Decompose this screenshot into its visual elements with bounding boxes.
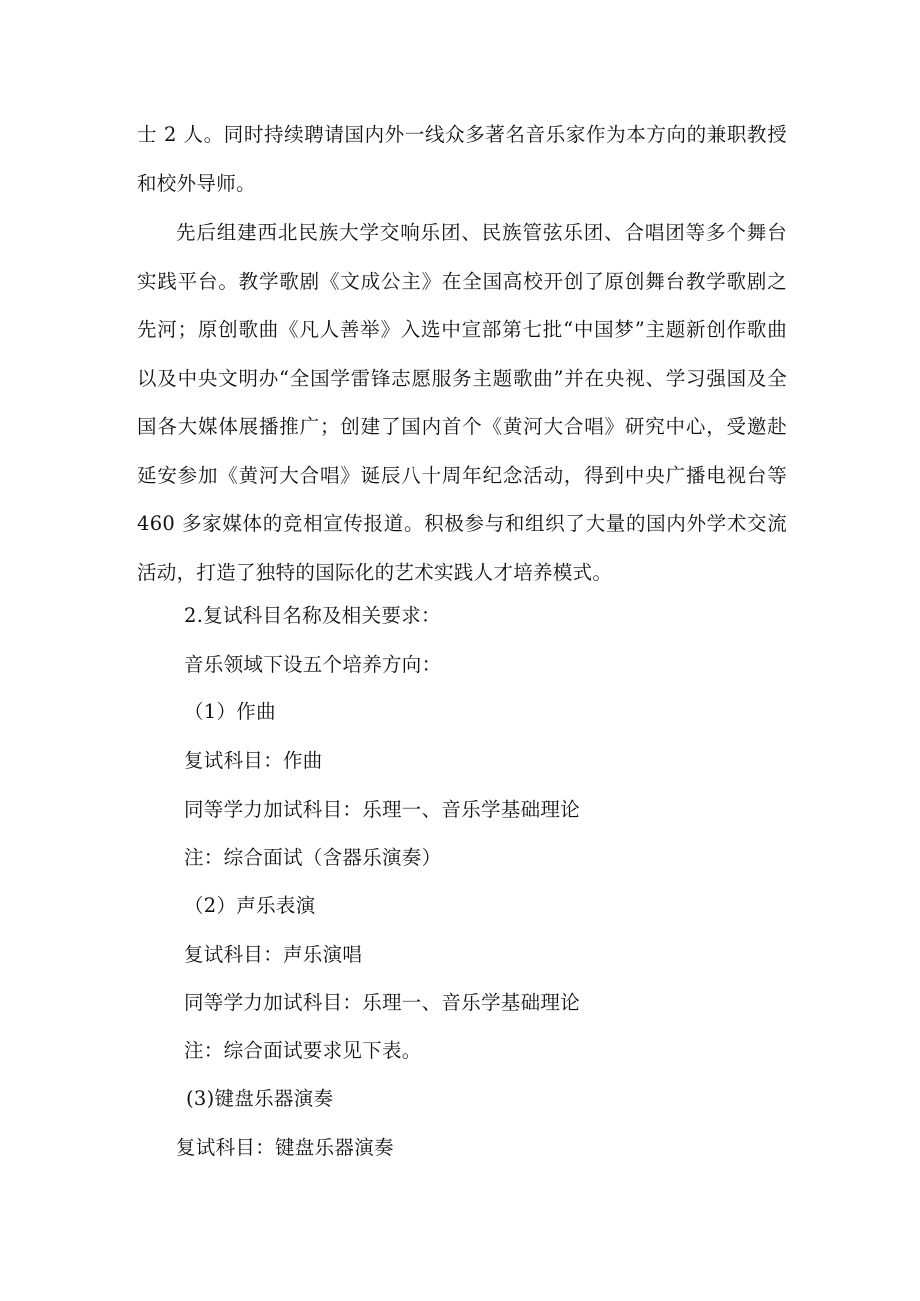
keyboard-retest-subject: 复试科目：键盘乐器演奏	[176, 1136, 394, 1159]
direction-composition-title: （1）作曲	[184, 700, 276, 723]
section-heading-retest-subjects: 2.复试科目名称及相关要求：	[184, 604, 441, 627]
paragraph-faculty: 士 2 人。同时持续聘请国内外一线众多著名音乐家作为本方向的兼职教授和校外导师。	[137, 123, 787, 195]
composition-retest-subject: 复试科目：作曲	[184, 749, 323, 772]
composition-equivalent-extra-subjects: 同等学力加试科目：乐理一、音乐学基础理论	[184, 798, 581, 821]
direction-vocal-performance-title: （2）声乐表演	[184, 894, 316, 917]
music-field-directions: 音乐领域下设五个培养方向：	[184, 653, 442, 676]
composition-note: 注：综合面试（含器乐演奏）	[184, 846, 442, 869]
vocal-note: 注：综合面试要求见下表。	[184, 1039, 422, 1062]
vocal-retest-subject: 复试科目：声乐演唱	[184, 943, 363, 966]
vocal-equivalent-extra-subjects: 同等学力加试科目：乐理一、音乐学基础理论	[184, 991, 581, 1014]
direction-keyboard-title: (3)键盘乐器演奏	[186, 1087, 334, 1110]
paragraph-practice-platforms: 先后组建西北民族大学交响乐团、民族管弦乐团、合唱团等多个舞台实践平台。教学歌剧《文成公主》在全国高校开创了原创舞台教学歌剧之先河；原创歌曲《凡人善举》入选中宣部第七批“中国梦”主题新创作歌曲以及中央文明办“全国学雷锋志愿服务主题歌曲”并在央视、学习强国及全国各大媒体展播推广；创建了国内首个《黄河大合唱》研究中心，受邀赴延安参加《黄河大合唱》诞辰八十周年纪念活动，得到中央广播电视台等 460 多家媒体的竞相宣传报道。积极参与和组织了大量的国内外学术交流活动，打造了独特的国际化的艺术实践人才培养模式。	[137, 221, 787, 584]
